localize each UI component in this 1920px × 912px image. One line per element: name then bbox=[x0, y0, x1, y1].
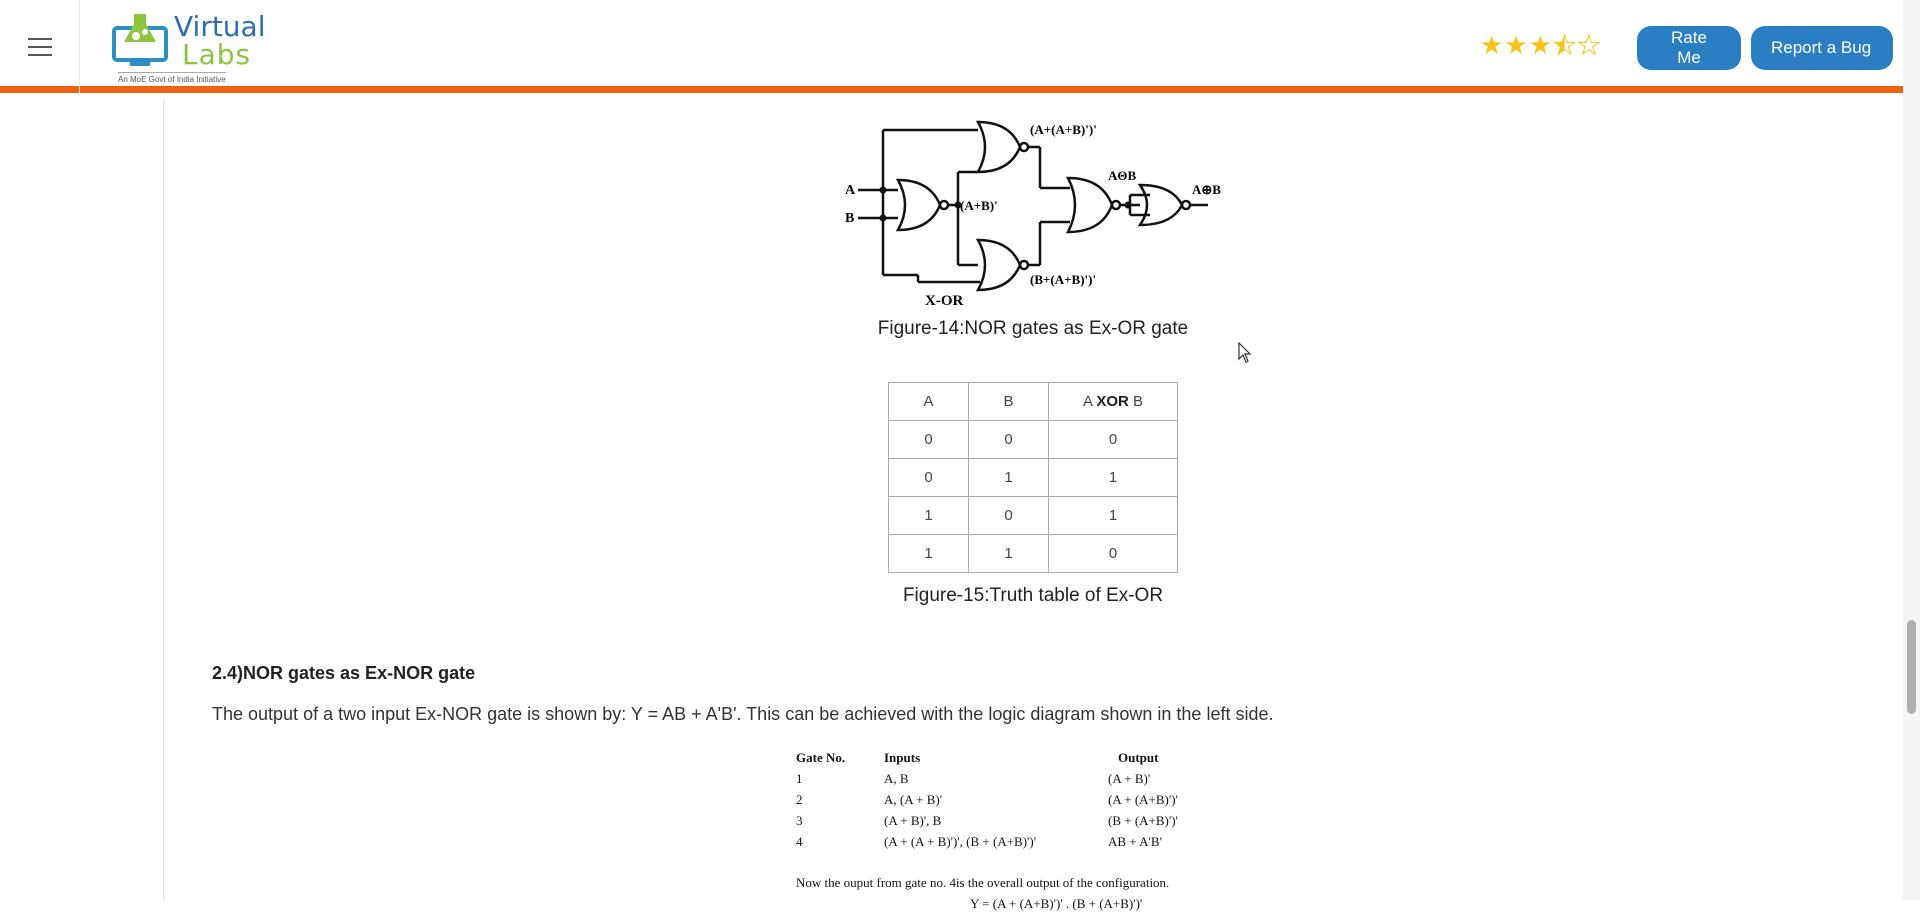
star-full-icon[interactable]: ★ bbox=[1504, 30, 1528, 60]
star-full-icon[interactable]: ★ bbox=[1528, 30, 1552, 60]
table-row bbox=[889, 535, 1178, 573]
table-cell: 1 bbox=[889, 535, 969, 573]
table-row bbox=[889, 497, 1178, 535]
table-cell: 3 bbox=[796, 813, 803, 828]
figure-14-diagram bbox=[840, 110, 1260, 310]
fig14-label-b: B bbox=[845, 211, 855, 226]
gate-header-inputs: Inputs bbox=[884, 750, 921, 765]
fig14-label-nor1: (A+B)' bbox=[960, 198, 998, 213]
star-full-icon[interactable]: ★ bbox=[1480, 30, 1504, 60]
table-cell: 1 bbox=[969, 535, 1049, 573]
figure-14-caption: Figure-14:NOR gates as Ex-OR gate bbox=[877, 318, 1189, 339]
table-cell: (A + (A+B)')' bbox=[1108, 792, 1178, 807]
table-cell: 1 bbox=[1049, 497, 1178, 535]
fig14-label-circuit: X-OR bbox=[925, 293, 964, 309]
table-cell: 4 bbox=[796, 834, 803, 849]
table-cell: (A + (A + B)')', (B + (A+B)')' bbox=[884, 834, 1037, 849]
table-cell: A, B bbox=[884, 771, 909, 786]
table-cell: 0 bbox=[1049, 421, 1178, 459]
top-header bbox=[0, 0, 1903, 93]
truth-header-output: A XOR B bbox=[1049, 383, 1178, 421]
figure-15-caption: Figure-15:Truth table of Ex-OR bbox=[902, 585, 1164, 606]
gate-formula-line: Y = (A + (A+B)')' . (B + (A+B)')' bbox=[970, 896, 1143, 911]
table-cell: 2 bbox=[796, 792, 803, 807]
fig14-label-xor: AΘB bbox=[1108, 168, 1137, 183]
table-cell: A, (A + B)' bbox=[884, 792, 943, 807]
report-bug-button[interactable]: Report a Bug bbox=[1751, 26, 1893, 70]
fig14-label-bottom: (B+(A+B)')' bbox=[1030, 272, 1097, 287]
table-cell: (A + B)', B bbox=[884, 813, 942, 828]
gate-header-output: Output bbox=[1118, 750, 1159, 765]
rating-stars[interactable] bbox=[1480, 32, 1601, 58]
table-row bbox=[889, 421, 1178, 459]
page-scrollbar[interactable] bbox=[1903, 0, 1920, 900]
table-cell: AB + A'B' bbox=[1108, 834, 1162, 849]
gate-note: Now the ouput from gate no. 4is the overall output of the configuration. bbox=[796, 875, 1170, 890]
truth-header-b: B bbox=[969, 383, 1049, 421]
gate-header-no: Gate No. bbox=[796, 750, 846, 765]
table-row bbox=[889, 459, 1178, 497]
star-empty-icon[interactable]: ★ bbox=[1577, 30, 1601, 60]
logo-word-virtual: Virtual bbox=[174, 10, 266, 43]
section-heading: 2.4)NOR gates as Ex-NOR gate bbox=[212, 663, 476, 683]
virtual-labs-logo[interactable] bbox=[110, 8, 266, 84]
fig14-label-a: A bbox=[845, 183, 856, 198]
fig14-label-xnor: A⊕B bbox=[1192, 182, 1221, 197]
scrollbar-thumb[interactable] bbox=[1907, 620, 1916, 714]
table-cell: (A + B)' bbox=[1108, 771, 1151, 786]
fig14-label-top: (A+(A+B)')' bbox=[1030, 122, 1097, 137]
table-cell: (B + (A+B)')' bbox=[1108, 813, 1178, 828]
table-cell: 1 bbox=[1049, 459, 1178, 497]
rate-me-button[interactable]: Rate Me bbox=[1637, 26, 1741, 70]
table-cell: 1 bbox=[796, 771, 803, 786]
flask-monitor-icon bbox=[112, 10, 172, 68]
menu-icon[interactable] bbox=[0, 0, 80, 93]
truth-header-a: A bbox=[889, 383, 969, 421]
table-cell: 0 bbox=[1049, 535, 1178, 573]
table-cell: 1 bbox=[889, 497, 969, 535]
truth-table-ex-or bbox=[888, 382, 1178, 573]
logo-word-labs: Labs bbox=[182, 38, 252, 71]
content-left-border bbox=[163, 100, 164, 900]
star-half-icon[interactable]: ★ bbox=[1552, 30, 1577, 60]
logo-tagline: An MoE Govt of India Initiative bbox=[118, 72, 226, 84]
table-cell: 1 bbox=[969, 459, 1049, 497]
mouse-cursor-icon bbox=[1238, 342, 1252, 364]
table-cell: 0 bbox=[969, 421, 1049, 459]
section-paragraph: The output of a two input Ex-NOR gate is shown by: Y = AB + A'B'. This can be achieved with the logic diagram shown in the left side. bbox=[212, 704, 1274, 724]
table-cell: 0 bbox=[889, 421, 969, 459]
table-cell: 0 bbox=[969, 497, 1049, 535]
truth-table-header-row bbox=[889, 383, 1178, 421]
table-cell: 0 bbox=[889, 459, 969, 497]
